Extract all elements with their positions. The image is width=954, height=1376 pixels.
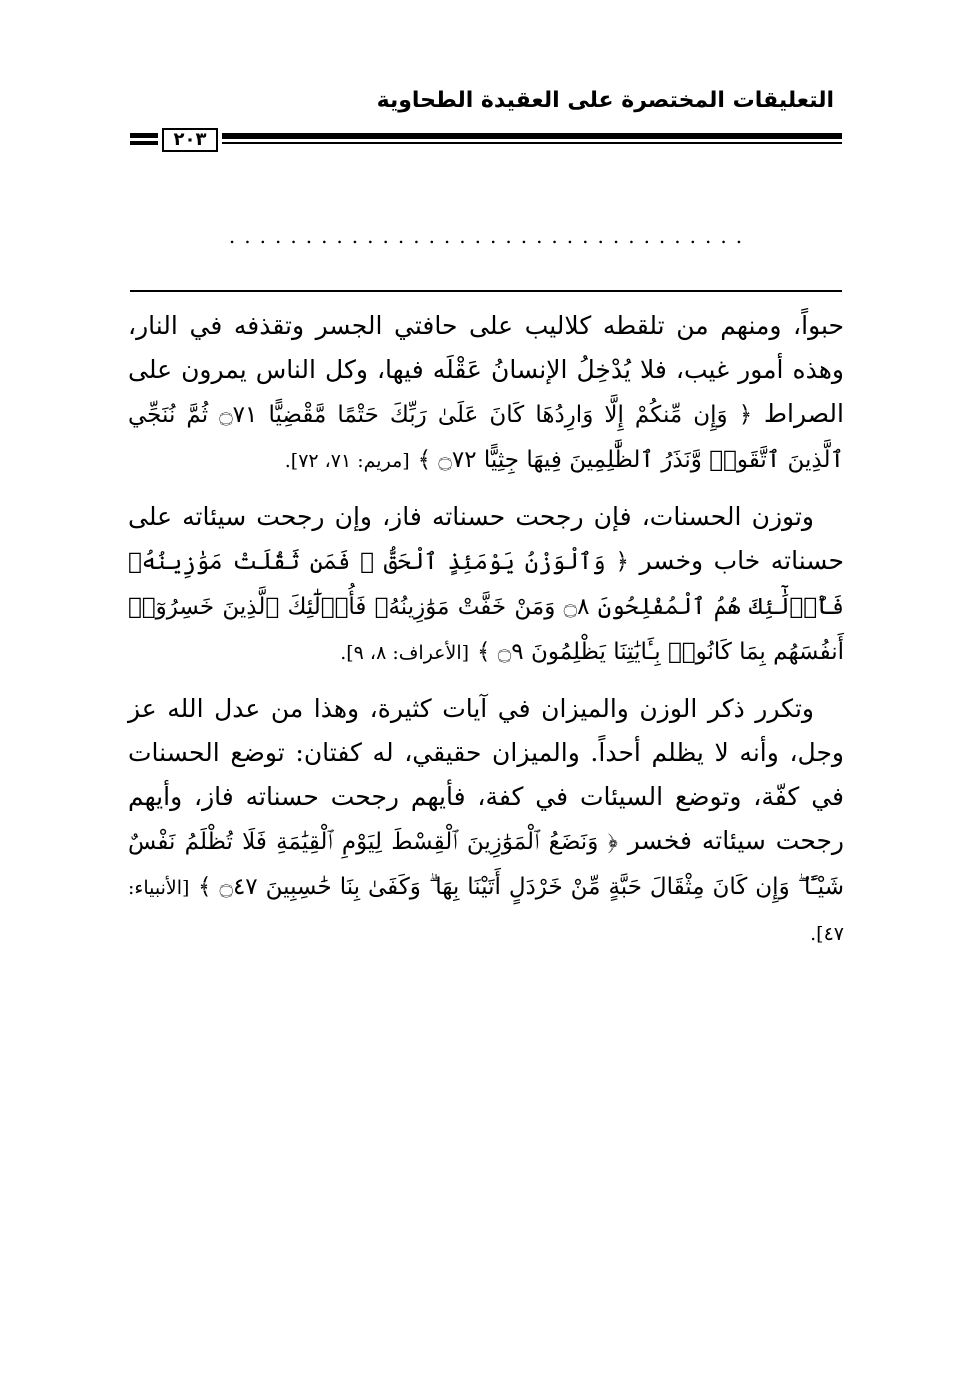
header-rule-short-lower xyxy=(130,141,158,145)
paragraph-text: وتكرر ذكر الوزن والميزان في آيات كثيرة، وهذا من عدل الله عز وجل، وأنه لا يظلم أحداً. والميزان حقيقي، له كفتان: توضع الحسنات في كفّة، وتوضع السيئات في كفة، فأيهم رجحت حسناته فاز، وأيهم رجحت سيئاته فخسر xyxy=(128,694,844,855)
verse-reference: [مريم: ٧١، ٧٢]. xyxy=(284,450,410,472)
paragraph-1 xyxy=(128,304,844,483)
header-rule-short xyxy=(130,133,158,138)
header-rule-long xyxy=(222,133,842,139)
header-rule xyxy=(130,128,842,154)
paragraph-text: حبواً، ومنهم من تلقطه كلاليب على حافتي الجسر وتقذفه في النار، وهذه أمور غيب، فلا يُدْخِلُ الإنسانُ عَقْلَه فيها، وكل الناس يمرون على الصراط xyxy=(128,311,844,428)
quran-verse: ﴿ وَٱلْوَزْنُ يَوْمَئِذٍ ٱلْحَقُّ ۚ فَمَن ثَقُلَتْ مَوَٰزِينُهُۥ فَأُو۟لَٰٓئِكَ هُمُ ٱلْمُفْلِحُونَ ۝٨ وَمَنْ خَفَّتْ مَوَٰزِينُهُۥ فَأُو۟لَٰٓئِكَ ٱلَّذِينَ خَسِرُوٓا۟ أَنفُسَهُم بِمَا كَانُوا۟ بِـَٔايَٰتِنَا يَظْلِمُونَ ۝٩ ﴾ xyxy=(128,549,844,665)
verse-reference: [الأنبياء: ٤٧]. xyxy=(128,877,844,945)
header-rule-long-thin xyxy=(222,142,842,144)
section-separator xyxy=(130,290,842,292)
main-text xyxy=(128,304,844,968)
page-number: ٢٠٣ xyxy=(162,128,218,152)
quran-verse: ﴿ وَنَضَعُ ٱلْمَوَٰزِينَ ٱلْقِسْطَ لِيَوْمِ ٱلْقِيَٰمَةِ فَلَا تُظْلَمُ نَفْسٌ شَيْـًٔا ۖ وَإِن كَانَ مِثْقَالَ حَبَّةٍ مِّنْ خَرْدَلٍ أَتَيْنَا بِهَا ۗ وَكَفَىٰ بِنَا حَٰسِبِينَ ۝٤٧ ﴾ xyxy=(128,829,844,900)
omission-dots: .................................. xyxy=(228,224,752,248)
paragraph-3 xyxy=(128,687,844,956)
paragraph-2 xyxy=(128,495,844,675)
running-title: التعليقات المختصرة على العقيدة الطحاوية xyxy=(376,88,834,113)
verse-reference: [الأعراف: ٨، ٩]. xyxy=(340,642,470,664)
quran-verse: ﴿ وَإِن مِّنكُمْ إِلَّا وَارِدُهَا كَانَ عَلَىٰ رَبِّكَ حَتْمًا مَّقْضِيًّا ۝٧١ ثُمَّ نُنَجِّي ٱلَّذِينَ ٱتَّقَوا۟ وَّنَذَرُ ٱلظَّٰلِمِينَ فِيهَا جِثِيًّا ۝٧٢ ﴾ xyxy=(128,402,844,473)
paragraph-text: وتوزن الحسنات، فإن رجحت حسناته فاز، وإن رجحت سيئاته على حسناته خاب وخسر xyxy=(128,502,844,575)
